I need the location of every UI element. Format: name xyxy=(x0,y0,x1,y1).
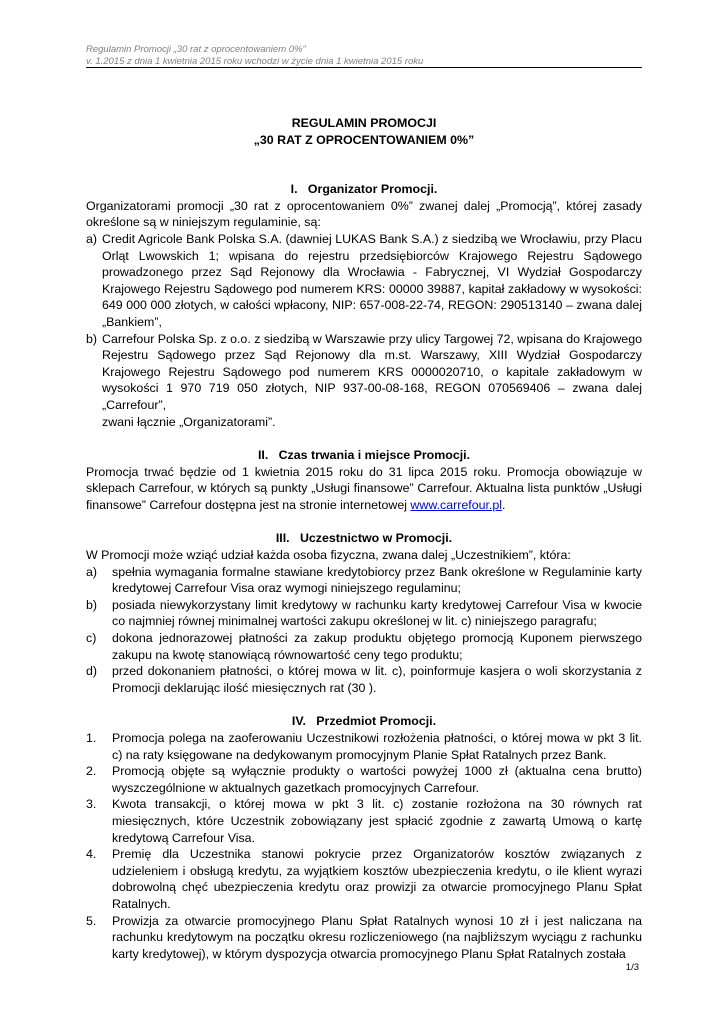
document-body xyxy=(86,115,642,962)
section-2-body: Promocja trwać będzie od 1 kwietnia 2015 roku do 31 lipca 2015 roku. Promocja obowiązuje w sklepach Carrefour, w których są punkty „Usługi finansowe” Carrefour. Aktualna lista punktów „Usługi finansowe” Carrefour dostępna jest na stronie internetowej xyxy=(86,464,642,512)
list-text: dokona jednorazowej płatności za zakup produktu objętego promocją Kuponem pierwszego zakupu na kwotę stanowiącą równowartość ceny tego produktu; xyxy=(112,631,642,662)
list-item xyxy=(86,231,642,331)
list-marker: a) xyxy=(86,564,98,579)
list-text: Promocją objęte są wyłącznie produkty o wartości powyżej 1000 zł (aktualna cena brutto) wyszczególnione w aktualnych gazetkach promocyjnych Carrefour. xyxy=(112,764,642,795)
section-title: Czas trwania i miejsce Promocji. xyxy=(278,448,471,463)
list-item xyxy=(86,331,642,414)
section-title: Organizator Promocji. xyxy=(307,182,438,197)
section-4-heading xyxy=(86,713,642,730)
list-item xyxy=(86,796,642,846)
list-text: posiada niewykorzystany limit kredytowy w rachunku karty kredytowej Carrefour Visa w kwocie co najmniej równej minimalnej wartości zakupu określonej w lit. c) niniejszego paragrafu; xyxy=(112,597,642,629)
list-item xyxy=(86,564,642,597)
section-2-heading xyxy=(86,447,642,464)
header-version: v. 1.2015 z dnia 1 kwietnia 2015 roku wchodzi w życie dnia 1 kwietnia 2015 roku xyxy=(86,56,424,67)
list-marker: a) xyxy=(86,231,98,246)
list-marker: b) xyxy=(86,331,98,346)
list-text: Prowizja za otwarcie promocyjnego Planu Spłat Ratalnych wynosi 10 zł i jest naliczana na rachunku kredytowym na początku okresu rozliczeniowego (na najbliższym wyciągu z rachunku karty kredytowej), w którym dyspozycja otwarcia promocyjnego Planu Spłat Ratalnych została xyxy=(112,913,642,961)
list-marker: 2. xyxy=(86,764,97,779)
list-text: spełnia wymagania formalne stawiane kredytobiorcy przez Bank określone w Regulaminie karty kredytowej Carrefour Visa oraz wymogi niniejszego regulaminu; xyxy=(112,564,642,596)
list-marker: d) xyxy=(86,664,98,679)
doc-subtitle: „30 RAT Z OPROCENTOWANIEM 0%” xyxy=(253,132,475,147)
doc-title: REGULAMIN PROMOCJI xyxy=(291,116,437,130)
list-marker: c) xyxy=(86,631,97,646)
list-item xyxy=(86,763,642,796)
section-number: I. xyxy=(290,182,298,197)
list-marker: 4. xyxy=(86,847,97,862)
list-marker: 5. xyxy=(86,913,97,928)
list-marker: b) xyxy=(86,597,98,612)
list-text: przed dokonaniem płatności, o której mowa w lit. c), poinformuje kasjera o woli skorzystania z Promocji deklarując ilość miesięcznych rat (30 ). xyxy=(112,664,642,695)
list-text: Premię dla Uczestnika stanowi pokrycie przez Organizatorów kosztów związanych z udzieleniem i obsługą kredytu, za wyjątkiem kosztów ubezpieczenia kredytu, o ile klient wyrazi dobrowolną chęć ubezpieczenia kredytu oraz prowizji za otwarcie promocyjnego Planu Spłat Ratalnych. xyxy=(112,847,642,911)
link-period: . xyxy=(502,497,506,512)
list-item xyxy=(86,597,642,630)
section-1-heading xyxy=(86,181,642,198)
section-number: II. xyxy=(257,448,269,463)
page-number: 1/3 xyxy=(625,962,639,973)
header-divider xyxy=(86,67,642,68)
section-number: IV. xyxy=(291,714,306,729)
section-number: III. xyxy=(275,531,290,546)
list-item xyxy=(86,730,642,763)
section-3-intro: W Promocji może wziąć udział każda osoba fizyczna, zwana dalej „Uczestnikiem”, która: xyxy=(86,548,571,563)
page-header xyxy=(86,44,644,68)
list-item xyxy=(86,846,642,912)
section-title: Uczestnictwo w Promocji. xyxy=(299,531,453,546)
list-text: Carrefour Polska Sp. z o.o. z siedzibą w Warszawie przy ulicy Targowej 72, wpisana do Krajowego Rejestru Sądowego przez Sąd Rejonowy dla m.st. Warszawy, XIII Wydział Gospodarczy Krajowego Rejestru Sądowego pod numerem KRS 0000020710, o kapitale zakładowym w wysokości 1 970 719 050 złotych, NIP 937-00-08-168, REGON 070569406 – zwana dalej „Carrefour”, xyxy=(102,331,642,412)
list-text: Credit Agricole Bank Polska S.A. (dawniej LUKAS Bank S.A.) z siedzibą we Wrocławiu, przy Placu Orląt Lwowskich 1; wpisana do rejestru przedsiębiorców Krajowego Rejestru Sądowego prowadzonego przez Sąd Rejonowy dla Wrocławia - Fabrycznej, VI Wydział Gospodarczy Krajowego Rejestru Sądowego pod numerem KRS: 00000 39887, kapitał zakładowy w wysokości: 649 000 000 złotych, w całości wpłacony, NIP: 657-008-22-74, REGON: 290513140 – zwana dalej „Bankiem”, xyxy=(102,231,642,329)
list-text: Promocja polega na zaoferowaniu Uczestnikowi rozłożenia płatności, o której mowa w pkt 3 lit. c) na raty księgowane na dedykowanym promocyjnym Planie Spłat Ratalnych przez Bank. xyxy=(112,731,642,762)
section-1-intro: Organizatorami promocji „30 rat z oprocentowaniem 0%” zwanej dalej „Promocją”, której zasady określone są w niniejszym regulaminie, są: xyxy=(86,198,642,230)
carrefour-link[interactable]: www.carrefour.pl xyxy=(410,497,503,512)
section-2-text xyxy=(86,464,642,514)
list-marker: 3. xyxy=(86,797,97,812)
section-title: Przedmiot Promocji. xyxy=(316,714,437,729)
section-1-closing: zwani łącznie „Organizatorami”. xyxy=(102,414,276,429)
list-item xyxy=(86,663,642,696)
list-item xyxy=(86,630,642,663)
list-marker: 1. xyxy=(86,731,97,745)
header-title: Regulamin Promocji „30 rat z oprocentowaniem 0%” xyxy=(86,44,306,55)
list-text: Kwota transakcji, o której mowa w pkt 3 lit. c) zostanie rozłożona na 30 równych rat miesięcznych, które Uczestnik zobowiązany jest spłacić zgodnie z zawartą Umową o kartę kredytową Carrefour Visa. xyxy=(112,797,642,845)
list-item xyxy=(86,913,642,963)
section-3-heading xyxy=(86,530,642,547)
